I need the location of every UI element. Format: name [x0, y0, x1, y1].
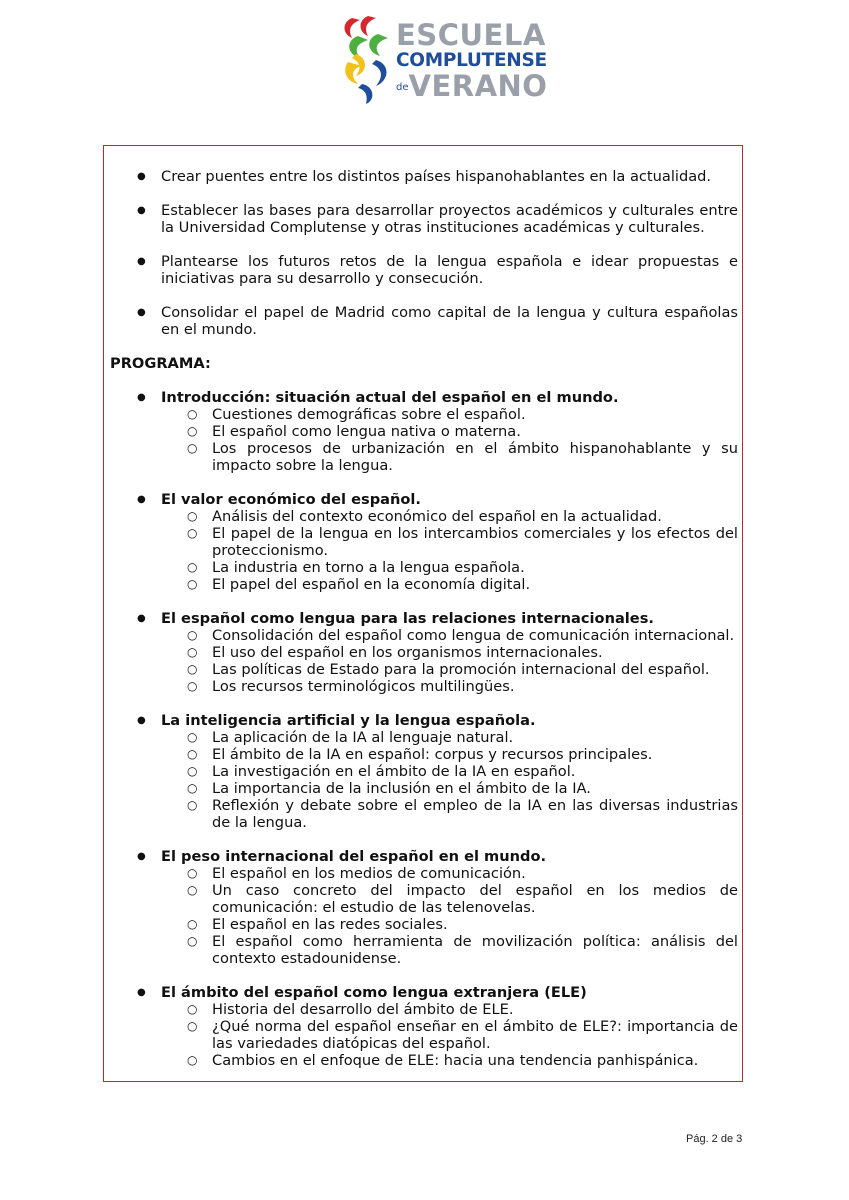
topic-title: La inteligencia artificial y la lengua española. [161, 712, 536, 729]
bullet-icon: ● [137, 205, 146, 216]
subtopic-text: El papel de la lengua en los intercambios comerciales y los efectos del proteccionismo. [212, 525, 738, 559]
objective-item [110, 202, 738, 236]
page-number: Pág. 2 de 3 [686, 1133, 743, 1145]
subtopic-item [161, 423, 738, 440]
bullet-icon: ● [137, 851, 146, 862]
hollow-bullet-icon: ○ [187, 934, 198, 948]
hollow-bullet-icon: ○ [187, 424, 198, 438]
topic-item [110, 848, 738, 967]
subtopic-list [161, 508, 738, 593]
hollow-bullet-icon: ○ [187, 883, 198, 897]
subtopic-item [161, 1018, 738, 1052]
logo-line-verano-wrap [396, 69, 548, 103]
subtopic-text: El español en las redes sociales. [212, 916, 448, 933]
subtopic-item [161, 797, 738, 831]
topic-item [110, 984, 738, 1069]
subtopic-text: La aplicación de la IA al lenguaje natural. [212, 729, 514, 746]
topic-title: El ámbito del español como lengua extranjera (ELE) [161, 984, 587, 1001]
hollow-bullet-icon: ○ [187, 1002, 198, 1016]
hollow-bullet-icon: ○ [187, 679, 198, 693]
objective-text: Establecer las bases para desarrollar proyectos académicos y culturales entre la Universidad Complutense y otras instituciones académicas y culturales. [161, 202, 738, 236]
subtopic-text: Los procesos de urbanización en el ámbito hispanohablante y su impacto sobre la lengua. [212, 440, 738, 474]
hollow-bullet-icon: ○ [187, 917, 198, 931]
subtopic-item [161, 559, 738, 576]
subtopic-item [161, 780, 738, 797]
topic-title: El peso internacional del español en el mundo. [161, 848, 547, 865]
hollow-bullet-icon: ○ [187, 747, 198, 761]
hollow-bullet-icon: ○ [187, 645, 198, 659]
hollow-bullet-icon: ○ [187, 662, 198, 676]
program-topics-list [110, 389, 738, 1069]
subtopic-item [161, 678, 738, 695]
logo-leaves-icon [338, 14, 396, 106]
subtopic-item [161, 1001, 738, 1018]
subtopic-item [161, 406, 738, 423]
subtopic-item [161, 508, 738, 525]
subtopic-list [161, 1001, 738, 1069]
subtopic-list [161, 406, 738, 474]
objective-text: Crear puentes entre los distintos países hispanohablantes en la actualidad. [161, 168, 712, 185]
topic-title: El valor económico del español. [161, 491, 421, 508]
subtopic-text: Cambios en el enfoque de ELE: hacia una tendencia panhispánica. [212, 1052, 699, 1069]
hollow-bullet-icon: ○ [187, 764, 198, 778]
escuela-complutense-logo [338, 14, 548, 106]
subtopic-text: El ámbito de la IA en español: corpus y recursos principales. [212, 746, 653, 763]
bullet-icon: ● [137, 392, 146, 403]
hollow-bullet-icon: ○ [187, 407, 198, 421]
page-content [110, 168, 738, 1069]
bullet-icon: ● [137, 613, 146, 624]
hollow-bullet-icon: ○ [187, 628, 198, 642]
subtopic-text: Los recursos terminológicos multilingües. [212, 678, 515, 695]
topic-title: El español como lengua para las relaciones internacionales. [161, 610, 654, 627]
objectives-list [110, 168, 738, 338]
subtopic-item [161, 661, 738, 678]
topic-item [110, 491, 738, 593]
subtopic-text: El español en los medios de comunicación. [212, 865, 526, 882]
topic-title: Introducción: situación actual del español en el mundo. [161, 389, 619, 406]
objective-item [110, 168, 738, 185]
subtopic-text: La investigación en el ámbito de la IA en español. [212, 763, 576, 780]
subtopic-text: Reflexión y debate sobre el empleo de la IA en las diversas industrias de la lengua. [212, 797, 738, 831]
bullet-icon: ● [137, 715, 146, 726]
logo-line-de: de [396, 82, 409, 93]
hollow-bullet-icon: ○ [187, 730, 198, 744]
subtopic-text: Consolidación del español como lengua de comunicación internacional. [212, 627, 735, 644]
topic-item [110, 389, 738, 474]
hollow-bullet-icon: ○ [187, 798, 198, 812]
hollow-bullet-icon: ○ [187, 781, 198, 795]
subtopic-item [161, 865, 738, 882]
subtopic-item [161, 440, 738, 474]
subtopic-item [161, 916, 738, 933]
logo-line-complutense: COMPLUTENSE [396, 50, 547, 71]
bullet-icon: ● [137, 494, 146, 505]
subtopic-item [161, 1052, 738, 1069]
subtopic-text: Cuestiones demográficas sobre el español. [212, 406, 526, 423]
subtopic-item [161, 576, 738, 593]
subtopic-text: Un caso concreto del impacto del español en los medios de comunicación: el estudio de las telenovelas. [212, 882, 738, 916]
hollow-bullet-icon: ○ [187, 560, 198, 574]
subtopic-text: El español como herramienta de movilización política: análisis del contexto estadounidense. [212, 933, 738, 967]
bullet-icon: ● [137, 987, 146, 998]
subtopic-text: La importancia de la inclusión en el ámbito de la IA. [212, 780, 591, 797]
subtopic-list [161, 729, 738, 831]
subtopic-item [161, 763, 738, 780]
subtopic-text: El uso del español en los organismos internacionales. [212, 644, 603, 661]
topic-item [110, 712, 738, 831]
subtopic-text: El papel del español en la economía digital. [212, 576, 531, 593]
subtopic-item [161, 882, 738, 916]
subtopic-item [161, 746, 738, 763]
hollow-bullet-icon: ○ [187, 441, 198, 455]
subtopic-text: Las políticas de Estado para la promoción internacional del español. [212, 661, 710, 678]
subtopic-text: ¿Qué norma del español enseñar en el ámbito de ELE?: importancia de las variedades diatópicas del español. [212, 1018, 738, 1052]
bullet-icon: ● [137, 307, 146, 318]
subtopic-text: Historia del desarrollo del ámbito de ELE. [212, 1001, 514, 1018]
programa-heading: PROGRAMA: [110, 355, 211, 372]
objective-item [110, 253, 738, 287]
subtopic-text: Análisis del contexto económico del español en la actualidad. [212, 508, 662, 525]
subtopic-item [161, 627, 738, 644]
hollow-bullet-icon: ○ [187, 1053, 198, 1067]
hollow-bullet-icon: ○ [187, 866, 198, 880]
subtopic-item [161, 729, 738, 746]
hollow-bullet-icon: ○ [187, 1019, 198, 1033]
objective-text: Consolidar el papel de Madrid como capital de la lengua y cultura españolas en el mundo. [161, 304, 738, 338]
objective-item [110, 304, 738, 338]
subtopic-list [161, 865, 738, 967]
objective-text: Plantearse los futuros retos de la lengua española e idear propuestas e iniciativas para su desarrollo y consecución. [161, 253, 738, 287]
logo-line-verano: VERANO [408, 69, 548, 103]
logo-wordmark [396, 18, 548, 103]
bullet-icon: ● [137, 256, 146, 267]
subtopic-text: El español como lengua nativa o materna. [212, 423, 521, 440]
hollow-bullet-icon: ○ [187, 577, 198, 591]
hollow-bullet-icon: ○ [187, 509, 198, 523]
bullet-icon: ● [137, 171, 146, 182]
subtopic-item [161, 644, 738, 661]
topic-item [110, 610, 738, 695]
subtopic-list [161, 627, 738, 695]
logo-line-escuela: ESCUELA [396, 18, 546, 52]
hollow-bullet-icon: ○ [187, 526, 198, 540]
subtopic-item [161, 933, 738, 967]
subtopic-text: La industria en torno a la lengua española. [212, 559, 525, 576]
subtopic-item [161, 525, 738, 559]
